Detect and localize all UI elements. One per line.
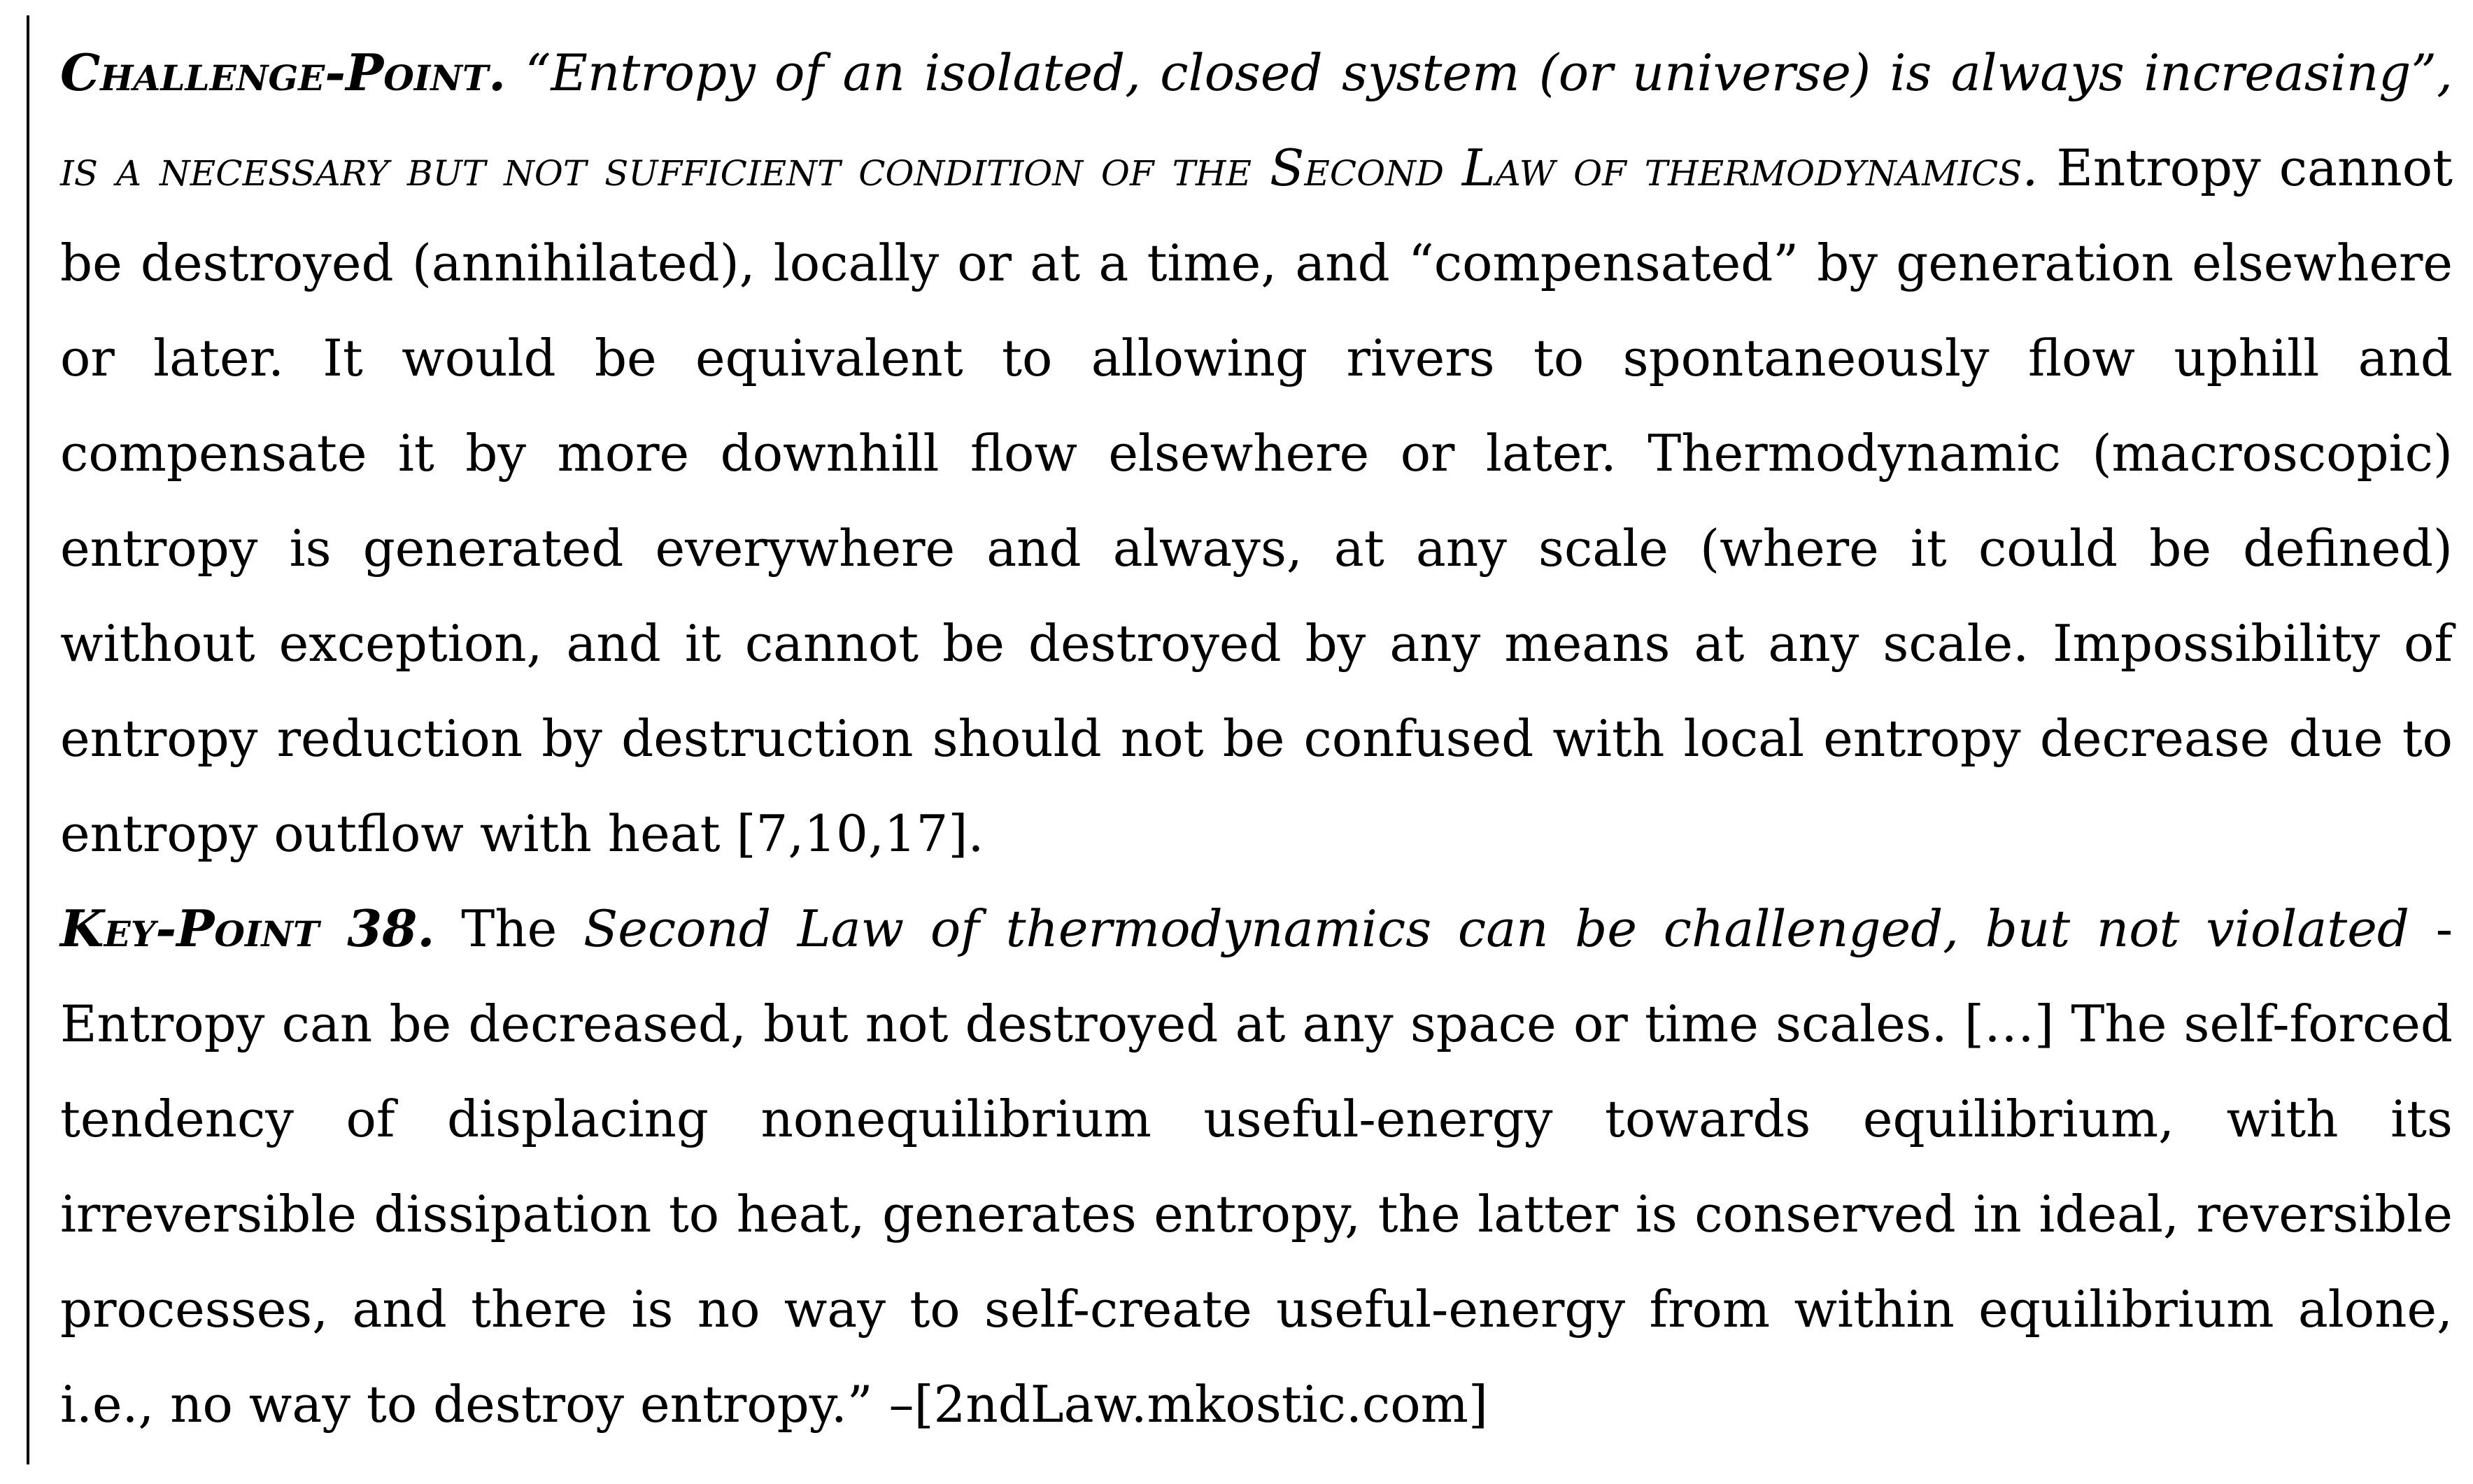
key-point-paragraph: [60, 881, 2453, 1452]
key-point-italic: Second Law of thermodynamics can be challenged, but not violated: [583, 899, 2409, 958]
challenge-point-body: Entropy cannot be destroyed (annihilated), locally or at a time, and “compensated” by generation elsewhere or later. It would be equivalent to allowing rivers to spontaneously flow uphill and compensate it by more downhill flow elsewhere or later. Thermodynamic (macroscopic) entropy is generated everywhere and always, at any scale (where it could be defined) without exception, and it cannot be destroyed by any means at any scale. Impossibility of entropy reduction by destruction should not be confused with local entropy decrease due to entropy outflow with heat [7,10,17].: [60, 138, 2453, 863]
key-point-lead: The: [461, 899, 558, 958]
challenge-point-paragraph: [60, 25, 2453, 881]
challenge-point-smallcaps: is a necessary but not sufficient condition of the Second Law of thermodynamics.: [60, 138, 2039, 197]
key-point-label: Key-Point 38.: [60, 899, 435, 958]
text-block: [60, 25, 2453, 1452]
margin-rule: [27, 15, 29, 1464]
key-point-body: - Entropy can be decreased, but not destroyed at any space or time scales. […] The self-forced tendency of displacing nonequilibrium useful-energy towards equilibrium, with its irreversible dissipation to heat, generates entropy, the latter is conserved in ideal, reversible processes, and there is no way to self-create useful-energy from within equilibrium alone, i.e., no way to destroy entropy.” –[2ndLaw.mkostic.com]: [60, 899, 2453, 1434]
challenge-point-label: Challenge-Point.: [60, 43, 506, 102]
challenge-point-quote: “Entropy of an isolated, closed system (or universe) is always increasing”,: [525, 43, 2453, 102]
